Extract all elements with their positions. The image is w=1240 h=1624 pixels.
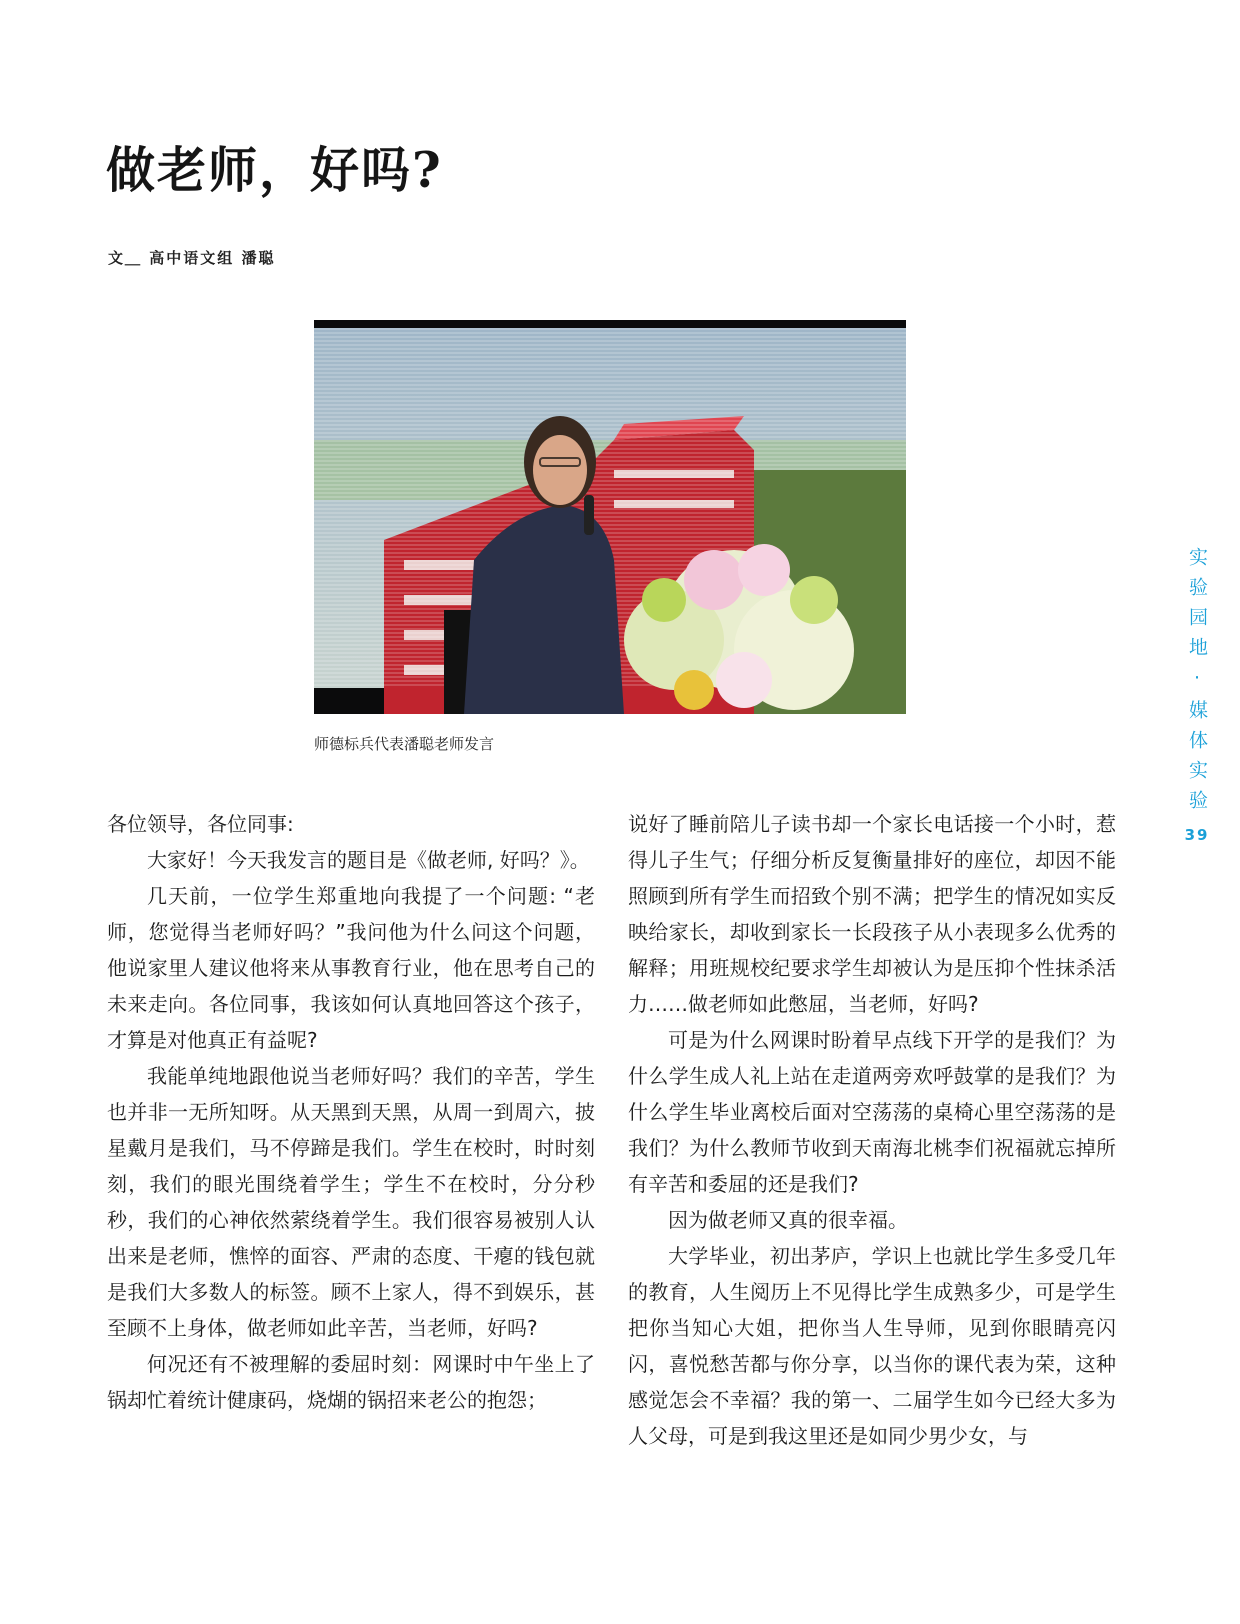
section-label: 实验园地·媒体实验 (1186, 547, 1208, 820)
body-paragraph: 何况还有不被理解的委屈时刻：网课时中午坐上了锅却忙着统计健康码，烧煳的锅招来老公的抱怨； (107, 1352, 595, 1412)
article-column-left (107, 806, 595, 1418)
body-paragraph: 大家好！今天我发言的题目是《做老师, 好吗？》。 (147, 848, 590, 872)
article-photo (314, 320, 906, 714)
article-title: 做老师，好吗? (106, 141, 443, 199)
section-sidebar (1184, 547, 1210, 844)
photo-caption: 师德标兵代表潘聪老师发言 (314, 735, 495, 753)
body-paragraph: 大学毕业，初出茅庐，学识上也就比学生多受几年的教育，人生阅历上不见得比学生成熟多少，可是学生把你当知心大姐，把你当人生导师，见到你眼睛亮闪闪，喜悦愁苦都与你分享，以当你的课代表为荣，这种感觉怎会不幸福？我的第一、二届学生如今已经大多为人父母，可是到我这里还是如同少男少女，与 (628, 1244, 1116, 1448)
body-paragraph: 可是为什么网课时盼着早点线下开学的是我们？为什么学生成人礼上站在走道两旁欢呼鼓掌的是我们？为什么学生毕业离校后面对空荡荡的桌椅心里空荡荡的是我们？为什么教师节收到天南海北桃李们祝福就忘掉所有辛苦和委屈的还是我们? (628, 1028, 1116, 1196)
article-byline: 文＿ 高中语文组 潘聪 (108, 249, 276, 267)
body-paragraph: 我能单纯地跟他说当老师好吗？我们的辛苦，学生也并非一无所知呀。从天黑到天黑，从周一到周六，披星戴月是我们，马不停蹄是我们。学生在校时，时时刻刻，我们的眼光围绕着学生；学生不在校时，分分秒秒，我们的心神依然萦绕着学生。我们很容易被别人认出来是老师，憔悴的面容、严肃的态度、干瘪的钱包就是我们大多数人的标签。顾不上家人，得不到娱乐，甚至顾不上身体，做老师如此辛苦，当老师，好吗? (107, 1064, 595, 1340)
body-paragraph: 各位领导，各位同事: (107, 812, 294, 836)
page-number: 39 (1184, 826, 1210, 844)
body-paragraph: 因为做老师又真的很幸福。 (668, 1208, 908, 1232)
article-column-right (628, 806, 1116, 1454)
body-paragraph: 几天前，一位学生郑重地向我提了一个问题: “老师，您觉得当老师好吗？”我问他为什么问这个问题，他说家里人建议他将来从事教育行业，他在思考自己的未来走向。各位同事，我该如何认真地回答这个孩子，才算是对他真正有益呢? (107, 884, 595, 1052)
body-paragraph: 说好了睡前陪儿子读书却一个家长电话接一个小时，惹得儿子生气；仔细分析反复衡量排好的座位，却因不能照顾到所有学生而招致个别不满；把学生的情况如实反映给家长，却收到家长一长段孩子从小表现多么优秀的解释；用班规校纪要求学生却被认为是压抑个性抹杀活力……做老师如此憋屈，当老师，好吗? (628, 812, 1116, 1016)
